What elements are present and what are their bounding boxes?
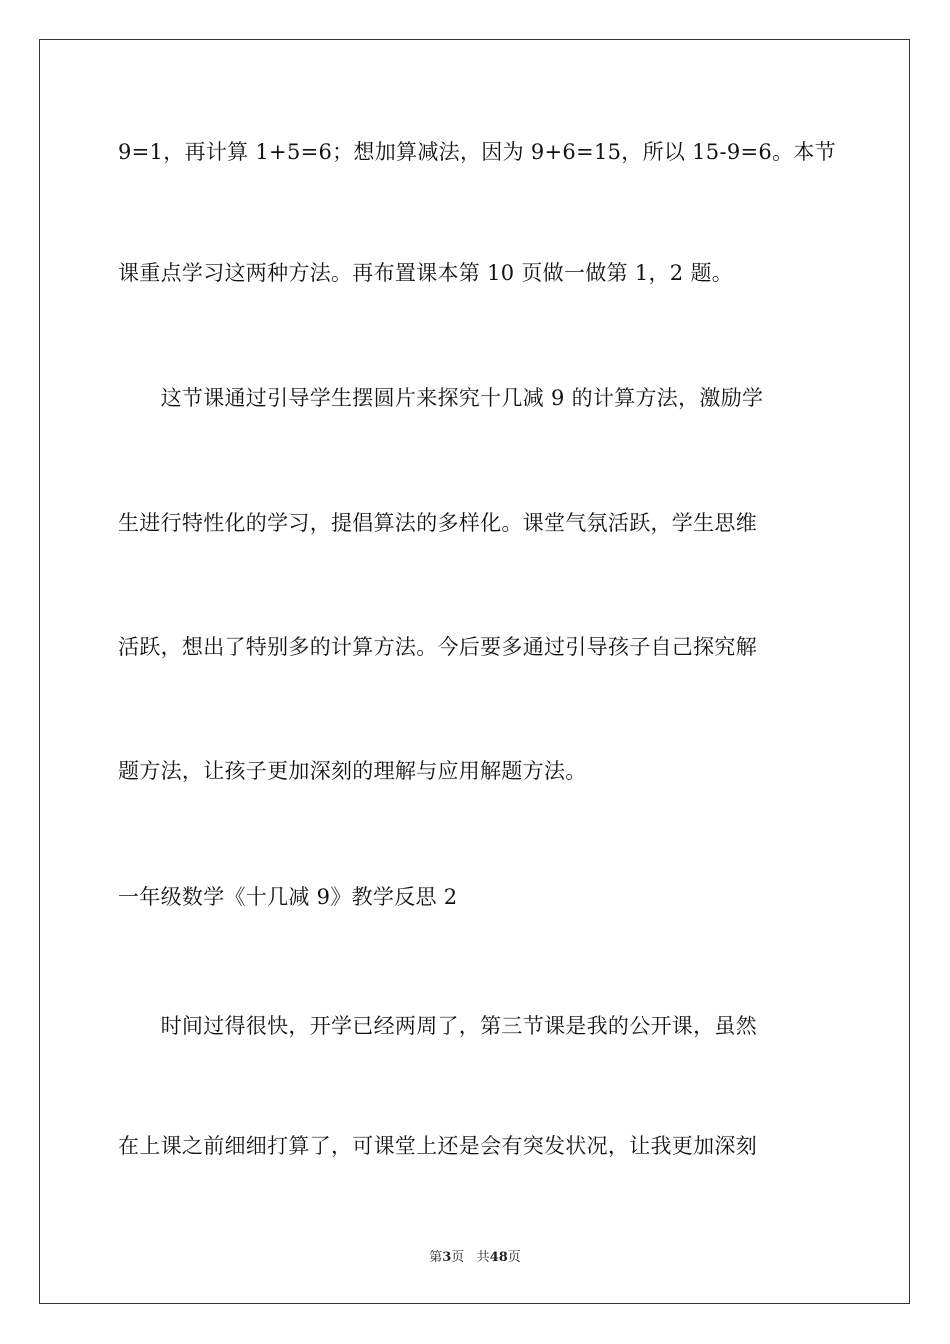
page-suffix: 页 (451, 1250, 465, 1265)
page-number: 3 (442, 1250, 452, 1265)
total-suffix: 页 (507, 1250, 521, 1265)
text-line: 生进行特性化的学习，提倡算法的多样化。课堂气氛活跃，学生思维 (118, 511, 757, 535)
page-border (39, 39, 910, 1304)
text-line: 在上课之前细细打算了，可课堂上还是会有突发状况，让我更加深刻 (118, 1134, 757, 1158)
total-pages: 48 (489, 1250, 508, 1265)
page-footer (0, 1249, 950, 1267)
section-heading: 一年级数学《十几减 9》教学反思 2 (118, 885, 458, 909)
text-line: 这节课通过引导学生摆圆片来探究十几减 9 的计算方法，激励学 (118, 386, 764, 410)
text-line: 时间过得很快，开学已经两周了，第三节课是我的公开课，虽然 (118, 1014, 757, 1038)
total-prefix: 共 (476, 1250, 490, 1265)
text-line: 活跃，想出了特别多的计算方法。今后要多通过引导孩子自己探究解 (118, 635, 757, 659)
text-line: 课重点学习这两种方法。再布置课本第 10 页做一做第 1，2 题。 (118, 261, 734, 285)
page-prefix: 第 (429, 1250, 443, 1265)
text-line: 9=1，再计算 1+5=6；想加算减法，因为 9+6=15，所以 15-9=6。本节 (118, 140, 836, 164)
text-line: 题方法，让孩子更加深刻的理解与应用解题方法。 (118, 759, 587, 783)
